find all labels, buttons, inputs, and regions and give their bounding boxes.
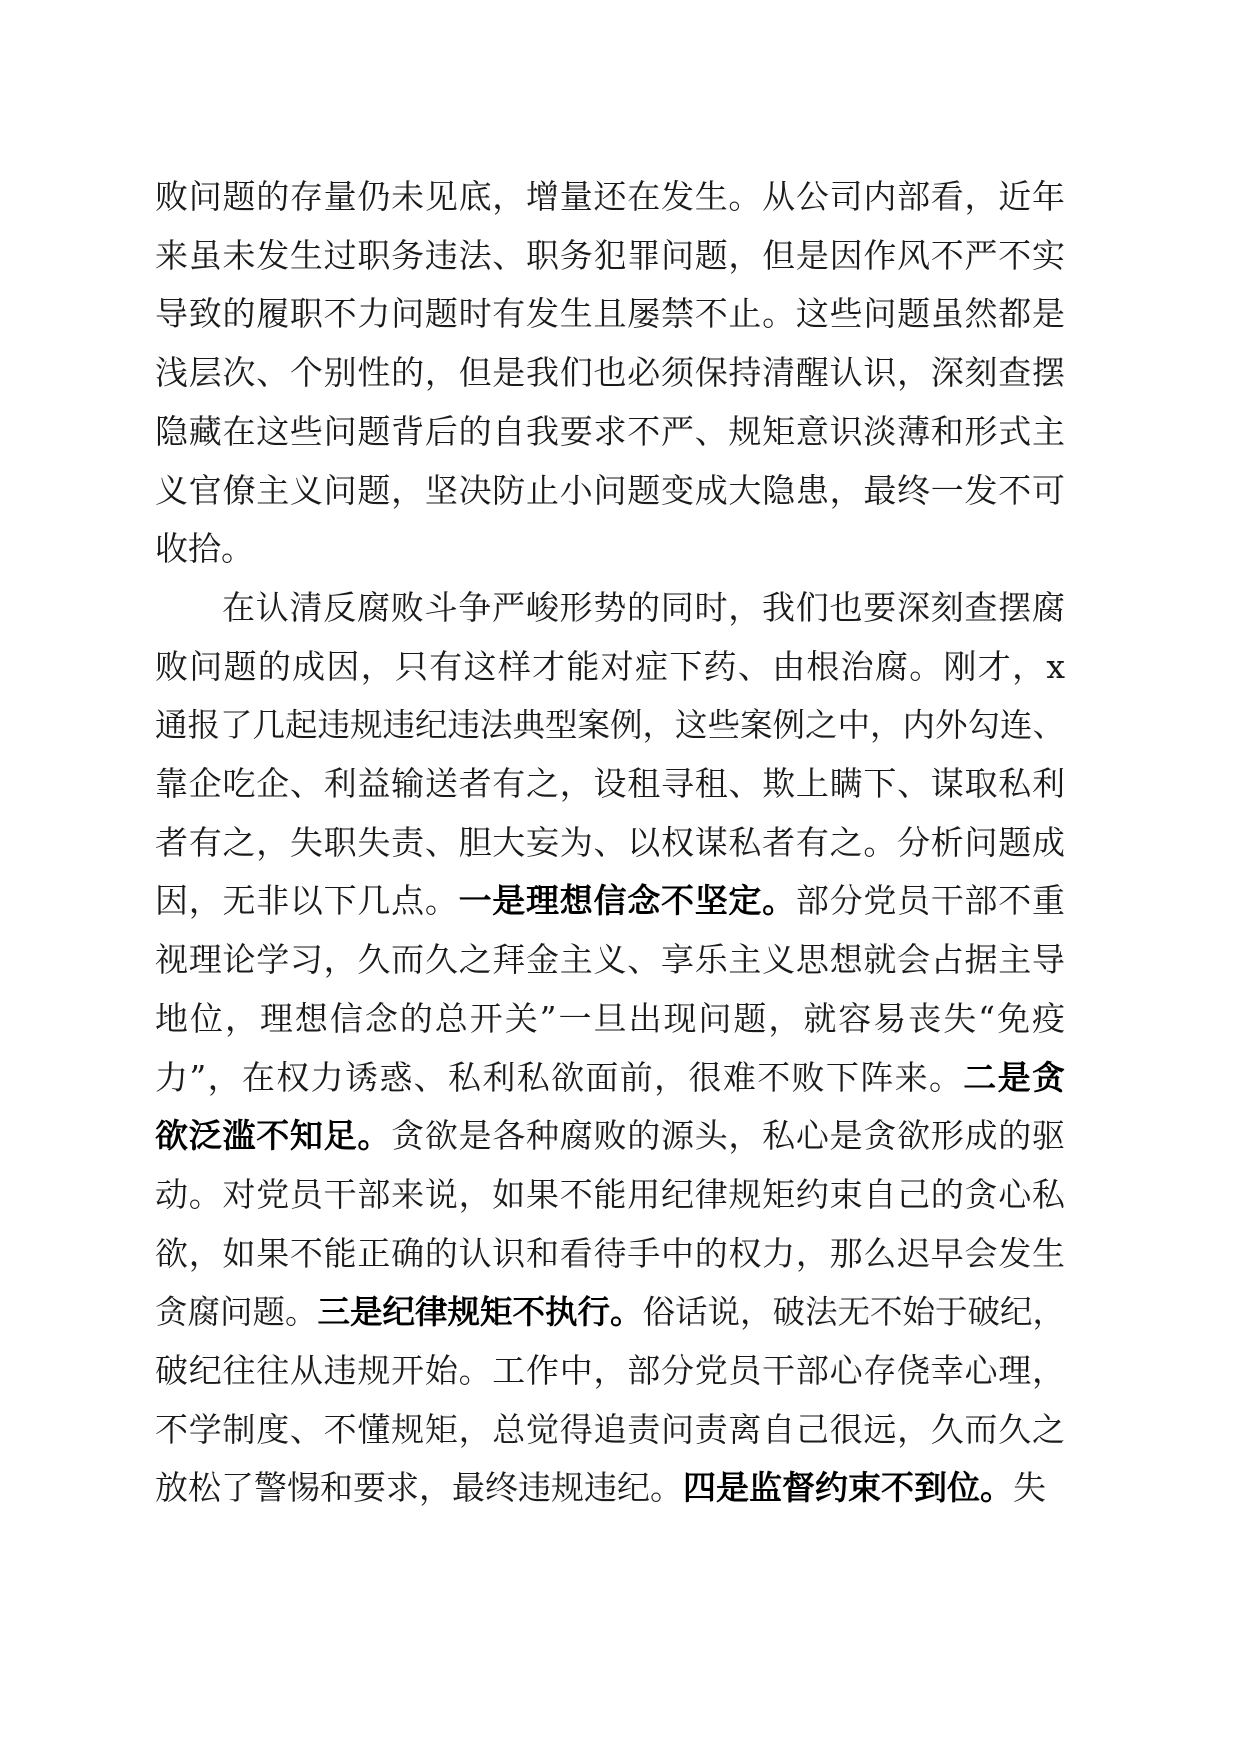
text-line [155,1463,1065,1513]
text-line [155,935,1065,985]
body-text: 欲，如果不能正确的认识和看待手中的权力，那么迟早会发生 [155,1233,1065,1273]
body-text: 者有之，失职失责、胆大妄为、以权谋私者有之。分析问题成 [155,822,1065,862]
bold-heading-text: 一是理想信念不坚定。 [458,881,796,921]
text-line [155,818,1065,868]
text-line [155,172,1065,222]
body-text: 贪腐问题。 [155,1293,318,1332]
text-line [222,583,1065,633]
body-text: 因，无非以下几点。 [155,881,459,921]
body-text: 败问题的存量仍未见底，增量还在发生。从公司内部看，近年 [155,177,1065,216]
body-text: 失 [1013,1468,1046,1508]
text-line [155,407,1065,457]
body-text: 动。对党员干部来说，如果不能用纪律规矩约束自己的贪心私 [155,1174,1065,1214]
text-line [155,466,1065,516]
body-text: 视理论学习，久而久之拜金主义、享乐主义思想就会占据主导 [155,940,1065,980]
body-text: 力”，在权力诱惑、私利私欲面前，很难不败下阵来。 [155,1057,964,1097]
text-line [155,1405,1065,1455]
text-line [155,1170,1065,1220]
body-text: 在认清反腐败斗争严峻形势的同时，我们也要深刻查摆腐 [222,587,1065,627]
text-line [155,876,1065,926]
text-line [155,994,1065,1044]
bold-heading-text: 欲泛滥不知足。 [155,1116,392,1156]
text-line [155,524,1065,574]
text-line [155,348,1065,398]
text-line [155,289,1065,339]
text-line [155,700,1065,750]
text-line [155,759,1065,809]
text-line [155,231,1065,281]
bold-heading-text: 三是纪律规矩不执行。 [317,1292,643,1332]
text-line [155,1287,1065,1337]
text-line [155,1229,1065,1279]
body-text: 靠企吃企、利益输送者有之，设租寻租、欺上瞒下、谋取私利 [155,764,1065,803]
body-text: 隐藏在这些问题背后的自我要求不严、规矩意识淡薄和形式主 [155,411,1065,451]
text-line [155,1111,1065,1161]
text-line [155,1053,1065,1103]
body-text: 收拾。 [155,529,254,569]
body-text: 不学制度、不懂规矩，总觉得追责问责离自己很远，久而久之 [155,1409,1065,1449]
body-text: 浅层次、个别性的，但是我们也必须保持清醒认识，深刻查摆 [155,353,1065,393]
body-text: 通报了几起违规违纪违法典型案例，这些案例之中，内外勾连、 [155,706,1066,745]
body-text: 破纪往往从违规开始。工作中，部分党员干部心存侥幸心理， [155,1351,1065,1390]
text-line [155,1346,1065,1396]
body-text: 贪欲是各种腐败的源头，私心是贪欲形成的驱 [391,1116,1066,1156]
body-text: 地位，理想信念的总开关”一旦出现问题，就容易丧失“免疫 [155,998,1065,1038]
text-line [155,642,1065,692]
body-text: 义官僚主义问题，坚决防止小问题变成大隐患，最终一发不可 [155,470,1065,510]
body-text: 败问题的成因，只有这样才能对症下药、由根治腐。刚才，x [155,646,1065,686]
body-text: 放松了警惕和要求，最终违规违纪。 [155,1468,683,1508]
bold-heading-text: 四是监督约束不到位。 [683,1468,1013,1508]
bold-heading-text: 二是贪 [963,1057,1065,1097]
body-text: 来虽未发生过职务违法、职务犯罪问题，但是因作风不严不实 [155,235,1065,275]
body-text: 部分党员干部不重 [795,881,1066,921]
body-text: 导致的履职不力问题时有发生且屡禁不止。这些问题虽然都是 [155,294,1065,334]
body-text: 俗话说，破法无不始于破纪， [642,1293,1066,1332]
